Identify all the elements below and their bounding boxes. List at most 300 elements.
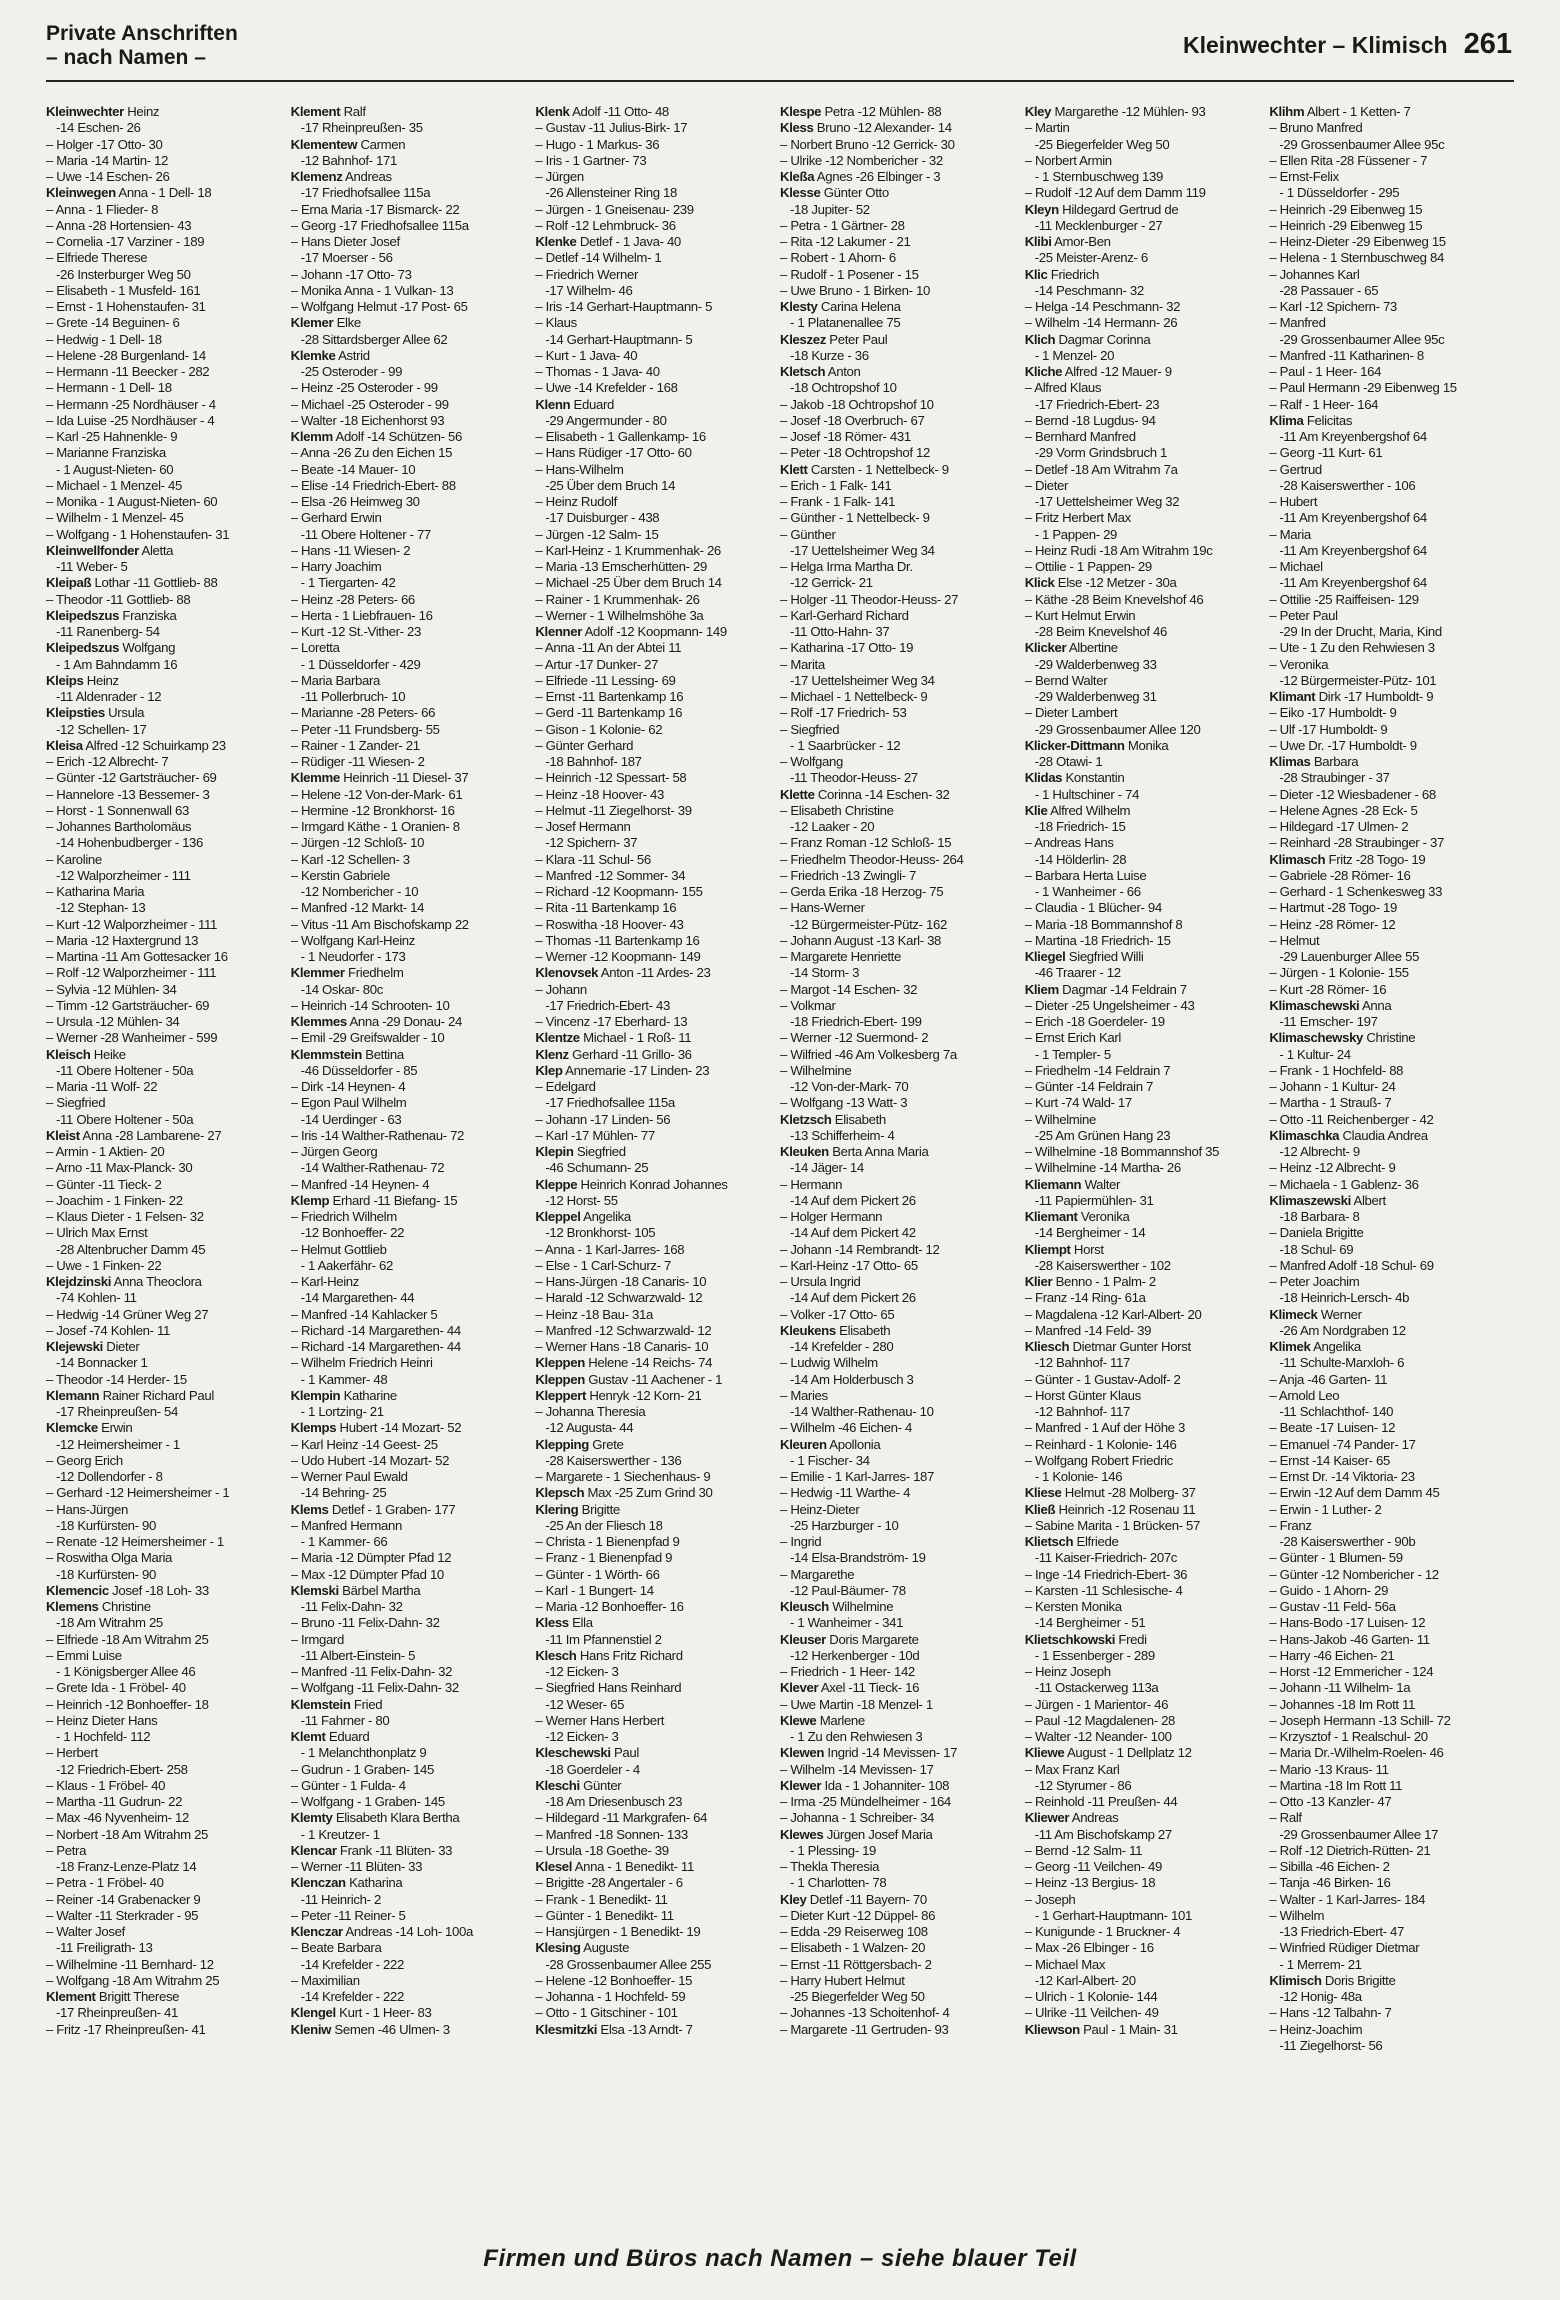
entry-text: – Andreas Hans [1024, 835, 1114, 851]
surname: Kleisa [46, 737, 83, 753]
listing-entry [535, 1323, 772, 1339]
surname: Klemme [290, 770, 340, 786]
entry-text: – Ulf -17 Humboldt- 9 [1269, 721, 1388, 737]
entry-text: Heinz [123, 104, 160, 119]
entry-text: – Kurt -12 Walporzheimer - 111 [46, 916, 218, 932]
listing-entry [291, 202, 528, 218]
entry-text: Albert [1350, 1192, 1386, 1208]
entry-text: -29 Grossenbaumer Allee 17 [1279, 1826, 1439, 1842]
listing-entry [535, 1810, 772, 1826]
entry-text: Michael - 1 Roß- 11 [579, 1030, 692, 1046]
listing-entry [46, 624, 283, 640]
entry-text: – Werner -12 Koopmann- 149 [535, 949, 701, 964]
listing-entry [46, 949, 283, 965]
surname: Klima [1269, 412, 1304, 428]
listing-entry [1025, 1469, 1262, 1485]
listing-entry [1025, 673, 1262, 689]
listing-entry [1025, 218, 1262, 234]
listing-entry [535, 1453, 772, 1469]
entry-text: – Anna -26 Zu den Eichen 15 [290, 445, 453, 461]
entry-text: – Harry Hubert Helmut [780, 1972, 905, 1988]
listing-entry [291, 722, 528, 738]
listing-entry [46, 689, 283, 705]
entry-text: – Manfred Hermann [290, 1517, 402, 1533]
surname: Klenke [535, 234, 577, 249]
listing-entry [535, 1697, 772, 1713]
entry-text: – Ernst - 1 Hohenstaufen- 31 [46, 299, 206, 314]
listing-entry [46, 738, 283, 754]
listing-entry [780, 1030, 1017, 1046]
entry-text: -17 Friedrich-Ebert- 43 [545, 997, 670, 1013]
entry-text: Anton [825, 364, 861, 379]
listing-entry [291, 1924, 528, 1940]
entry-text: – Karl-Heinz -17 Otto- 65 [780, 1257, 918, 1273]
surname: Klemens [46, 1599, 99, 1614]
listing-entry [535, 624, 772, 640]
entry-text: - 1 Melanchthonplatz 9 [300, 1745, 427, 1761]
entry-text: -28 Passauer - 65 [1279, 282, 1379, 298]
entry-text: – Hans-Wilhelm [535, 461, 624, 477]
listing-entry [1269, 1583, 1506, 1599]
listing-entry [291, 364, 528, 380]
listing-entry [535, 657, 772, 673]
listing-entry [535, 1599, 772, 1615]
entry-text: – Manfred -12 Markt- 14 [290, 900, 425, 916]
surname: Klemencic [46, 1582, 109, 1598]
listing-entry [535, 965, 772, 981]
listing-entry [1025, 1908, 1262, 1924]
listing-entry [291, 137, 528, 153]
entry-text: – Holger -17 Otto- 30 [46, 136, 163, 152]
listing-entry [1025, 803, 1262, 819]
entry-text: – Hansjürgen - 1 Benedikt- 19 [535, 1924, 701, 1939]
entry-text: – Johannes Karl [1269, 266, 1360, 282]
column-3 [535, 104, 780, 2238]
listing-entry [1025, 1502, 1262, 1518]
entry-text: – Marita [780, 656, 825, 672]
entry-text: – Friedhelm Theodor-Heuss- 264 [780, 851, 964, 867]
listing-entry [291, 1079, 528, 1095]
listing-entry [291, 397, 528, 413]
listing-entry [535, 1664, 772, 1680]
listing-entry [535, 949, 772, 965]
surname: Klier [1024, 1274, 1053, 1289]
listing-entry [291, 104, 528, 120]
entry-text: – Walter -18 Eichenhorst 93 [290, 412, 445, 428]
listing-entry [535, 1892, 772, 1908]
entry-text: – Karl -25 Hahnenkle- 9 [46, 429, 178, 444]
listing-entry [535, 120, 772, 136]
entry-text: Adolf -14 Schützen- 56 [332, 429, 462, 444]
listing-entry [1269, 1632, 1506, 1648]
entry-text: Dagmar -14 Feldrain 7 [1058, 981, 1187, 997]
entry-text: -12 Paul-Bäumer- 78 [790, 1582, 906, 1598]
listing-entry [780, 900, 1017, 916]
surname: Klenczan [290, 1875, 346, 1891]
entry-text: – Uwe - 1 Finken- 22 [46, 1257, 162, 1273]
listing-entry [1025, 1095, 1262, 1111]
entry-text: – Rolf -12 Walporzheimer - 111 [46, 965, 217, 981]
entry-text: – Hubert [1269, 494, 1318, 509]
entry-text: -14 Hölderlin- 28 [1034, 851, 1127, 867]
listing-entry [1269, 104, 1506, 120]
entry-text: -12 Bonhoeffer- 22 [300, 1225, 405, 1241]
listing-entry [1269, 1762, 1506, 1778]
listing-entry [780, 1355, 1017, 1371]
entry-text: – Johannes Bartholomäus [46, 819, 192, 834]
entry-text: – Jürgen -12 Salm- 15 [535, 526, 659, 542]
listing-entry [291, 1177, 528, 1193]
listing-entry [46, 1713, 283, 1729]
entry-text: – Ursula -12 Mühlen- 34 [46, 1014, 180, 1029]
entry-text: - 1 August-Nieten- 60 [56, 461, 174, 477]
entry-text: – Tanja -46 Birken- 16 [1269, 1875, 1391, 1891]
entry-text: – Uwe Dr. -17 Humboldt- 9 [1269, 737, 1417, 753]
listing-entry [1025, 1827, 1262, 1843]
entry-text: -29 Grossenbaumer Allee 95c [1279, 331, 1445, 347]
listing-entry [46, 494, 283, 510]
column-5 [1025, 104, 1270, 2238]
listing-entry [1269, 884, 1506, 900]
listing-entry [780, 884, 1017, 900]
listing-entry [1025, 1648, 1262, 1664]
listing-entry [291, 592, 528, 608]
listing-entry [1269, 494, 1506, 510]
listing-entry [535, 2022, 772, 2038]
listing-entry [780, 1485, 1017, 1501]
listing-entry [291, 2022, 528, 2038]
entry-text: -74 Kohlen- 11 [56, 1290, 137, 1306]
entry-text: -12 Friedrich-Ebert- 258 [56, 1761, 188, 1777]
entry-text: -25 Biegerfelder Weg 50 [790, 1989, 925, 2004]
listing-entry [1269, 1030, 1506, 1046]
surname: Klenn [535, 396, 571, 412]
entry-text: Wolfgang [119, 640, 176, 656]
entry-text: -17 Uettelsheimer Weg 34 [790, 542, 935, 558]
listing-entry [1025, 852, 1262, 868]
entry-text: – Helga Irma Martha Dr. [780, 559, 913, 574]
listing-entry [780, 1372, 1017, 1388]
listing-entry [535, 803, 772, 819]
entry-text: – Peter -11 Frundsberg- 55 [290, 721, 440, 737]
surname: Kleips [46, 672, 84, 688]
surname: Kleyn [1024, 201, 1059, 217]
listing-entry [1269, 900, 1506, 916]
listing-entry [46, 510, 283, 526]
listing-entry [780, 1437, 1017, 1453]
listing-entry [535, 1388, 772, 1404]
listing-entry [291, 1892, 528, 1908]
entry-text: – Martina -11 Am Gottesacker 16 [46, 949, 228, 964]
entry-text: Anna - 1 Dell- 18 [115, 185, 212, 201]
listing-entry [1025, 2005, 1262, 2021]
entry-text: Erwin [97, 1420, 133, 1436]
listing-entry [780, 2022, 1017, 2038]
entry-text: -28 Altenbrucher Damm 45 [56, 1241, 206, 1257]
entry-text: -12 Dollendorfer - 8 [56, 1469, 163, 1484]
entry-text: -17 Uettelsheimer Weg 32 [1034, 494, 1180, 509]
listing-entry [535, 819, 772, 835]
listing-entry [780, 1632, 1017, 1648]
entry-text: – Manfred [1269, 315, 1326, 331]
listing-entry [1025, 348, 1262, 364]
listing-entry [1269, 1778, 1506, 1794]
entry-text: – Hedwig - 1 Dell- 18 [46, 331, 162, 347]
entry-text: – Manfred -12 Sommer- 34 [535, 867, 686, 883]
entry-text: -11 Freiligrath- 13 [56, 1940, 153, 1956]
listing-entry [1269, 722, 1506, 738]
entry-text: -11 Theodor-Heuss- 27 [790, 770, 918, 786]
entry-text: – Guido - 1 Ahorn- 29 [1269, 1582, 1389, 1598]
listing-entry [1269, 1697, 1506, 1713]
entry-text: – Iris -14 Gerhart-Hauptmann- 5 [535, 299, 713, 314]
listing-entry [780, 332, 1017, 348]
listing-entry [780, 462, 1017, 478]
listing-entry [535, 1290, 772, 1306]
entry-text: Carsten - 1 Nettelbeck- 9 [807, 461, 949, 477]
entry-text: -14 Oskar- 80c [300, 981, 383, 997]
entry-text: – Michaela - 1 Gablenz- 36 [1269, 1176, 1419, 1192]
entry-text: – Heinz -18 Bau- 31a [535, 1306, 653, 1322]
listing-entry [291, 1014, 528, 1030]
entry-text: Paul - 1 Main- 31 [1079, 2021, 1178, 2037]
entry-text: – Wilhelmine [780, 1062, 852, 1078]
entry-text: – Margarete Henriette [780, 949, 901, 964]
surname: Klemann [46, 1387, 100, 1403]
entry-text: – Helga -14 Peschmann- 32 [1024, 299, 1181, 314]
surname: Kleuren [780, 1436, 827, 1452]
entry-text: -14 Walther-Rathenau- 72 [300, 1160, 445, 1176]
listing-entry [1269, 1258, 1506, 1274]
entry-text: – Ralf - 1 Heer- 164 [1269, 396, 1379, 412]
listing-entry [535, 1843, 772, 1859]
section-title-line2: – nach Namen – [46, 46, 206, 69]
listing-entry [1025, 413, 1262, 429]
listing-entry [1269, 1859, 1506, 1875]
entry-text: Anna Theoclora [111, 1274, 202, 1289]
entry-text: -12 Weser- 65 [545, 1696, 625, 1712]
footer-note: Firmen und Büros nach Namen – siehe blauer Teil [483, 2245, 1077, 2272]
listing-entry [1269, 1599, 1506, 1615]
listing-entry [1025, 754, 1262, 770]
entry-text: – Christa - 1 Bienenpfad 9 [535, 1534, 680, 1549]
entry-text: – Heinz Joseph [1024, 1664, 1111, 1679]
entry-text: Brigitt Therese [95, 1989, 180, 2004]
listing-entry [291, 1063, 528, 1079]
listing-entry [535, 559, 772, 575]
surname: Kliche [1024, 364, 1063, 379]
listing-entry [1025, 1957, 1262, 1973]
listing-entry [1269, 575, 1506, 591]
entry-text: – Frank - 1 Falk- 141 [780, 494, 896, 509]
listing-entry [1025, 640, 1262, 656]
listing-entry [1025, 787, 1262, 803]
entry-text: – Wolfgang Helmut -17 Post- 65 [290, 299, 468, 314]
surname: Klengel [290, 2005, 336, 2021]
surname: Klicker-Dittmann [1024, 737, 1125, 753]
entry-text: -14 Eschen- 26 [56, 120, 141, 136]
entry-text: Veronika [1077, 1209, 1130, 1224]
listing-entry [1025, 1940, 1262, 1956]
entry-text: – Martha -11 Gudrun- 22 [46, 1794, 183, 1809]
listing-entry [291, 1843, 528, 1859]
listing-entry [46, 803, 283, 819]
entry-text: – Hans-Jakob -46 Garten- 11 [1269, 1631, 1430, 1647]
listing-entry [291, 1388, 528, 1404]
listing-entry [1025, 478, 1262, 494]
listing-entry [1269, 1810, 1506, 1826]
listing-entry [1269, 1502, 1506, 1518]
entry-text: -17 Uettelsheimer Weg 34 [790, 672, 935, 688]
entry-text: Elsa -13 Arndt- 7 [597, 2021, 693, 2037]
entry-text: – Beate Barbara [290, 1940, 382, 1956]
listing-entry [780, 608, 1017, 624]
entry-text: Brigitte [578, 1501, 620, 1517]
listing-entry [46, 657, 283, 673]
entry-text: – Wilhelmine -18 Bommannshof 35 [1024, 1144, 1220, 1159]
entry-text: -12 Schellen- 17 [56, 721, 147, 737]
surname: Klejewski [46, 1339, 103, 1354]
entry-text: – Heinz -12 Albrecht- 9 [1269, 1160, 1396, 1176]
entry-text: – Jürgen Georg [290, 1144, 378, 1159]
entry-text: – Hans-Jürgen -18 Canaris- 10 [535, 1274, 707, 1289]
listing-entry [291, 1258, 528, 1274]
entry-text: – Otto -13 Kanzler- 47 [1269, 1794, 1392, 1809]
listing-entry [291, 1502, 528, 1518]
entry-text: -26 Am Nordgraben 12 [1279, 1322, 1406, 1338]
listing-entry [535, 1095, 772, 1111]
listing-entry [535, 218, 772, 234]
listing-entry [46, 1242, 283, 1258]
entry-text: Detlef - 1 Java- 40 [576, 234, 681, 249]
entry-text: Petra -12 Mühlen- 88 [821, 104, 942, 119]
entry-text: Paul [610, 1745, 639, 1761]
listing-entry [780, 1664, 1017, 1680]
listing-entry [1025, 1177, 1262, 1193]
entry-text: Fritz -28 Togo- 19 [1325, 851, 1426, 867]
listing-entry [1269, 1843, 1506, 1859]
listing-entry [46, 1420, 283, 1436]
entry-text: – Günter - 1 Blumen- 59 [1269, 1550, 1403, 1566]
listing-entry [780, 1404, 1017, 1420]
entry-text: – Wolfgang -13 Watt- 3 [780, 1095, 908, 1111]
listing-entry [535, 1437, 772, 1453]
listing-entry [291, 949, 528, 965]
entry-text: – Iris -14 Walther-Rathenau- 72 [290, 1127, 465, 1143]
surname: Kliewe [1024, 1745, 1065, 1761]
listing-entry [291, 1713, 528, 1729]
entry-text: - 1 Kultur- 24 [1279, 1046, 1351, 1062]
listing-entry [46, 1583, 283, 1599]
entry-text: – Klara -11 Schul- 56 [535, 851, 651, 867]
name-range: Kleinwechter – Klimisch [1183, 32, 1448, 58]
listing-entry [291, 1875, 528, 1891]
entry-text: – Paul - 1 Heer- 164 [1269, 364, 1382, 379]
listing-entry [1269, 218, 1506, 234]
listing-entry [1269, 1453, 1506, 1469]
entry-text: – Franz -14 Ring- 61a [1024, 1290, 1146, 1306]
entry-text: Ingrid -14 Mevissen- 17 [824, 1745, 958, 1761]
listing-entry [46, 1388, 283, 1404]
entry-text: – Cornelia -17 Varziner - 189 [46, 234, 205, 249]
listing-entry [291, 462, 528, 478]
entry-text: -11 Kaiser-Friedrich- 207c [1034, 1550, 1178, 1566]
surname: Klemenz [290, 169, 343, 184]
surname: Klementew [290, 136, 358, 152]
listing-entry [1269, 1355, 1506, 1371]
listing-entry [46, 299, 283, 315]
surname: Klenner [535, 624, 582, 639]
listing-entry [46, 787, 283, 803]
entry-text: – Gerhard Erwin [290, 510, 382, 526]
entry-text: – Grete -14 Beguinen- 6 [46, 315, 180, 331]
entry-text: – Hans-Jürgen [46, 1501, 128, 1517]
entry-text: -12 Bahnhof- 171 [300, 152, 397, 168]
listing-entry [291, 1242, 528, 1258]
listing-entry [535, 169, 772, 185]
listing-entry [780, 1242, 1017, 1258]
entry-text: – Werner -12 Suermond- 2 [780, 1030, 929, 1046]
listing-entry [291, 120, 528, 136]
listing-entry [1025, 689, 1262, 705]
entry-text: -12 Augusta- 44 [545, 1420, 634, 1436]
entry-text: Gerhard -11 Grillo- 36 [568, 1046, 692, 1062]
listing-entry [46, 1323, 283, 1339]
entry-text: – Ernst -14 Kaiser- 65 [1269, 1452, 1390, 1468]
entry-text: – Rüdiger -11 Wiesen- 2 [290, 754, 425, 769]
entry-text: – Johanna Theresia [535, 1404, 646, 1419]
listing-entry [780, 917, 1017, 933]
entry-text: – Heinz -18 Hoover- 43 [535, 786, 664, 802]
surname: Klesch [535, 1647, 577, 1663]
surname: Klemmes [290, 1014, 347, 1029]
surname: Klemt [290, 1729, 326, 1744]
entry-text: – Karl -12 Schellen- 3 [290, 851, 410, 867]
listing-entry [1269, 592, 1506, 608]
surname: Klentze [535, 1030, 580, 1046]
entry-text: – Max -46 Nyvenheim- 12 [46, 1810, 189, 1826]
listing-entry [535, 1518, 772, 1534]
listing-entry [780, 1892, 1017, 1908]
entry-text: -11 Obere Holtener - 50a [56, 1111, 194, 1127]
listing-entry [291, 1859, 528, 1875]
listing-entry [46, 1745, 283, 1761]
listing-entry [1025, 462, 1262, 478]
listing-entry [291, 1469, 528, 1485]
listing-entry [535, 1144, 772, 1160]
listing-entry [535, 104, 772, 120]
entry-text: – Otto -11 Reichenberger - 42 [1269, 1111, 1434, 1127]
listing-entry [1269, 787, 1506, 803]
listing-entry [1025, 933, 1262, 949]
listing-entry [46, 1079, 283, 1095]
listing-entry [535, 429, 772, 445]
entry-text: Wilhelmine [828, 1599, 894, 1614]
listing-entry [1025, 949, 1262, 965]
listing-entry [535, 527, 772, 543]
entry-text: -12 Stephan- 13 [56, 900, 146, 916]
entry-text: – Thomas -11 Bartenkamp 16 [535, 932, 700, 948]
listing-entry [1269, 445, 1506, 461]
entry-text: – Norbert -18 Am Witrahm 25 [46, 1826, 209, 1842]
listing-entry [1025, 1112, 1262, 1128]
entry-text: -29 Grossenbaumer Allee 120 [1034, 721, 1201, 737]
listing-entry [291, 332, 528, 348]
surname: Kliemant [1024, 1209, 1078, 1224]
entry-text: – Joachim - 1 Finken- 22 [46, 1192, 183, 1208]
listing-entry [780, 1209, 1017, 1225]
entry-text: – Armin - 1 Aktien- 20 [46, 1144, 165, 1159]
